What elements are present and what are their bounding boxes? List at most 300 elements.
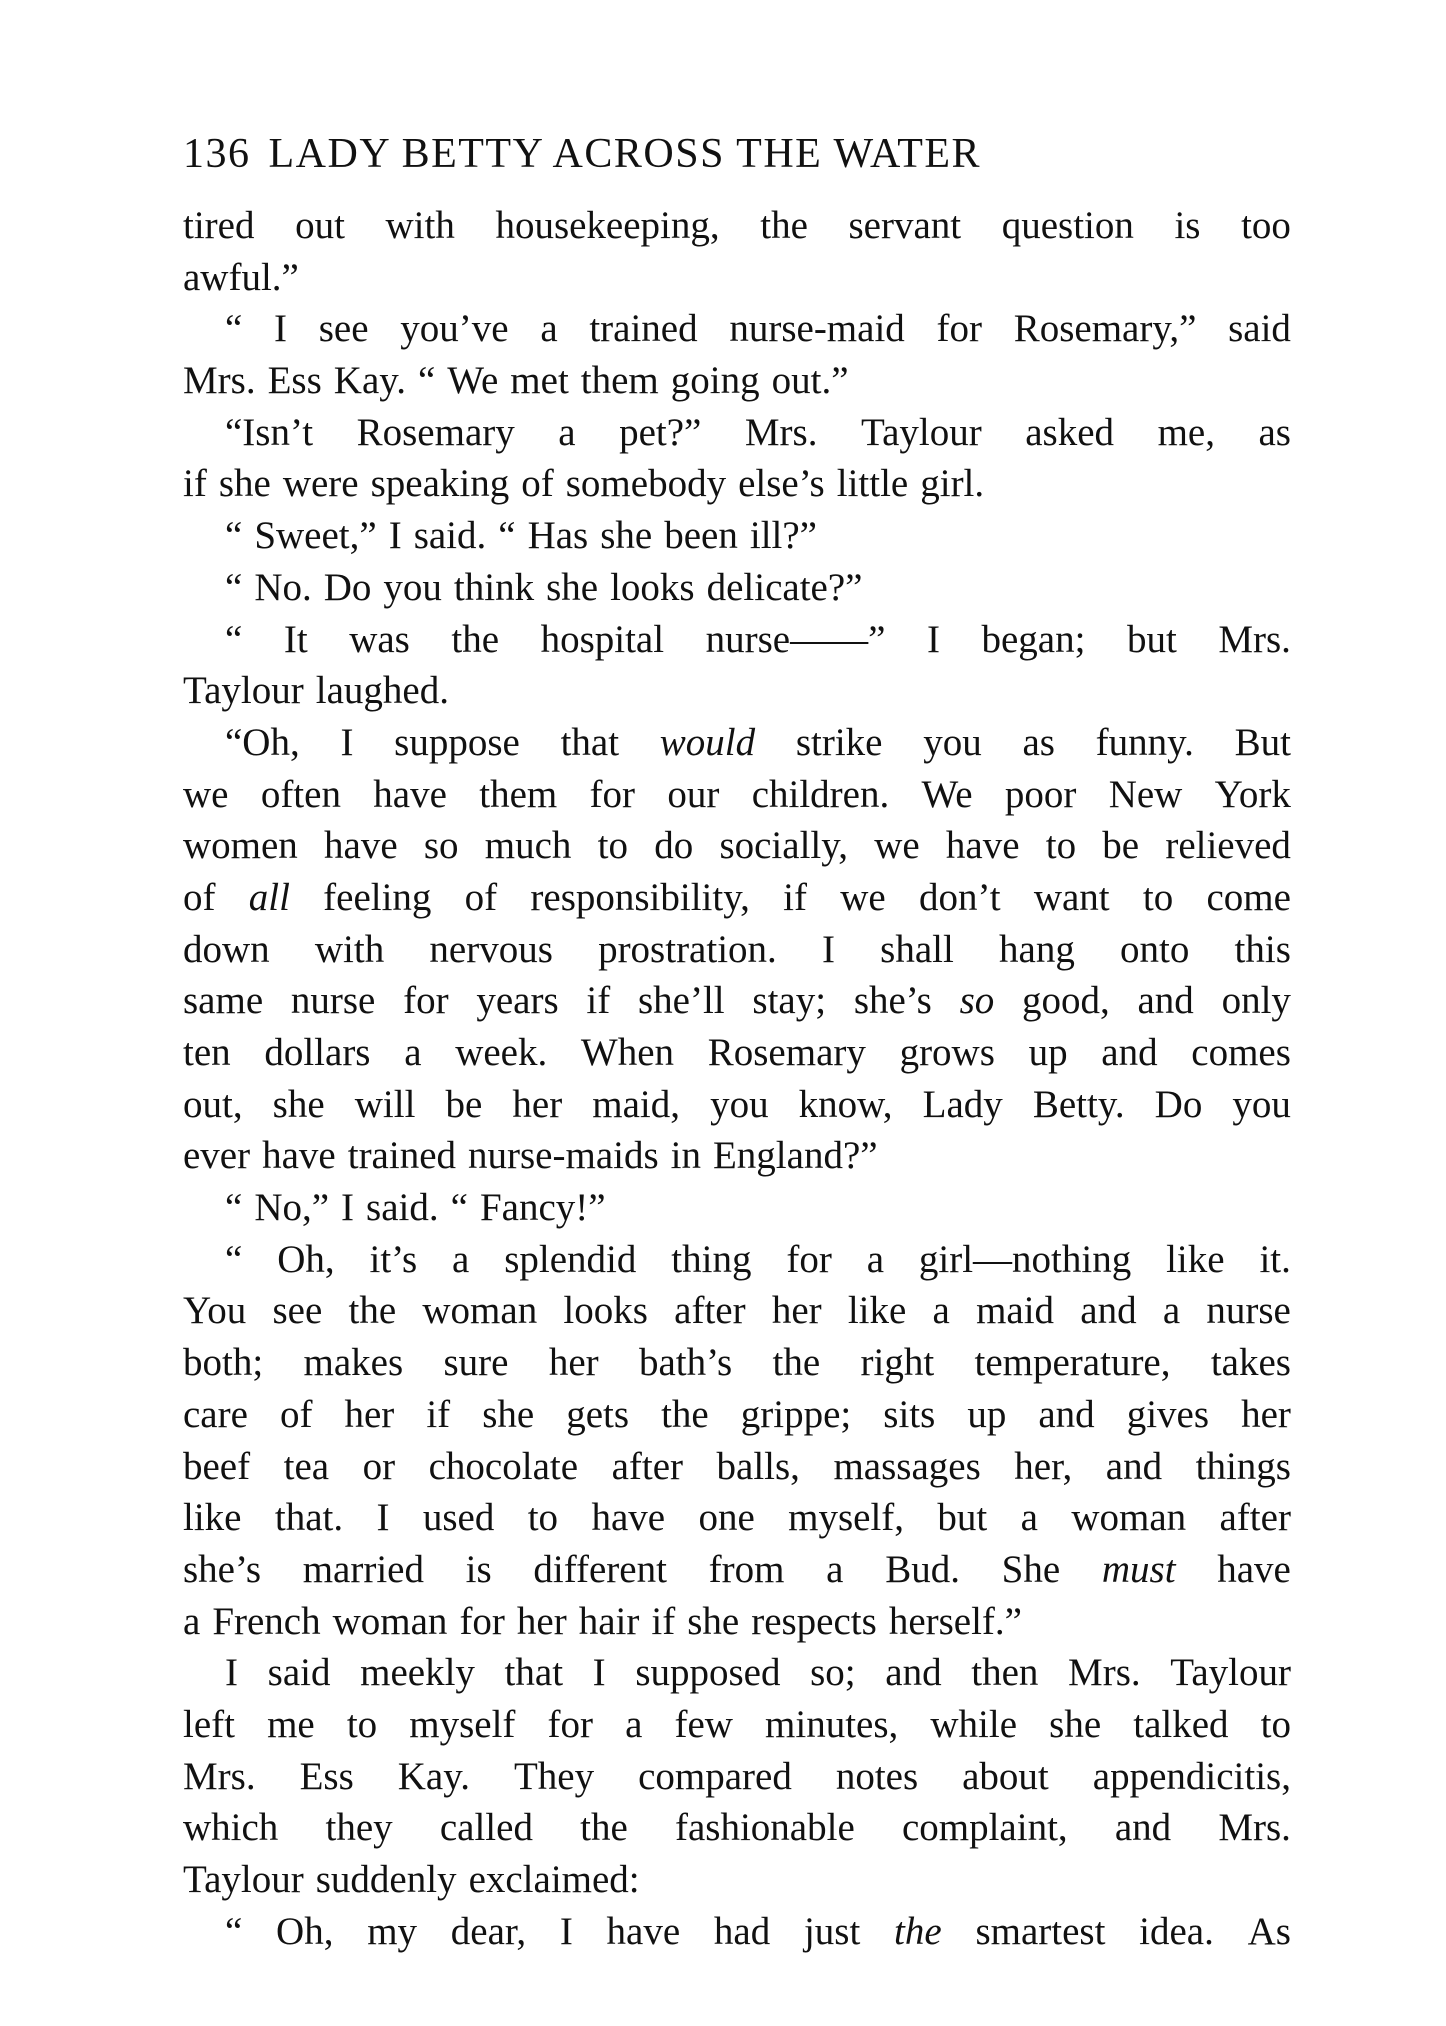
word: Has <box>527 514 589 558</box>
word: When <box>580 1031 675 1074</box>
word: myself, <box>788 1496 905 1540</box>
word: I <box>376 1496 390 1540</box>
word: but <box>937 1496 988 1540</box>
word: Rosemary <box>356 410 515 454</box>
word: to <box>346 1702 378 1746</box>
word: tired <box>183 204 255 247</box>
word: our <box>667 772 720 816</box>
word: Do <box>1154 1082 1203 1126</box>
word: one <box>698 1496 755 1540</box>
word: “ <box>225 1237 243 1281</box>
word: question <box>1001 204 1134 247</box>
word: sure <box>443 1341 509 1385</box>
word: while <box>930 1702 1018 1746</box>
word: Mrs. <box>183 359 256 403</box>
word: the <box>772 1341 821 1385</box>
word: nurse——” <box>705 617 886 661</box>
word: We <box>921 772 973 816</box>
text-line <box>183 1285 1291 1337</box>
word: “ <box>498 514 516 558</box>
word: that <box>560 720 620 764</box>
word: often <box>260 772 341 816</box>
word: and <box>885 1651 942 1695</box>
text-line <box>183 1182 1291 1234</box>
word: dollars <box>264 1031 371 1074</box>
word: “ <box>225 514 243 558</box>
word: them <box>479 772 558 816</box>
word: Taylour <box>183 669 304 713</box>
word: me <box>267 1702 315 1746</box>
word: after <box>1219 1496 1291 1540</box>
word: ten <box>183 1031 231 1074</box>
word: Bud. <box>885 1547 960 1591</box>
word: ever <box>183 1134 251 1178</box>
word: suppose <box>394 720 520 764</box>
word: be <box>445 1082 483 1126</box>
word: chocolate <box>428 1444 579 1488</box>
word: out.” <box>771 359 849 403</box>
word: was <box>349 617 410 661</box>
word: servant <box>848 204 962 247</box>
word: suddenly <box>315 1858 457 1901</box>
word: see <box>272 1289 323 1333</box>
word: in <box>670 1134 701 1178</box>
word: “Isn’t <box>225 410 314 454</box>
word: thing <box>671 1237 752 1281</box>
word: Kay. <box>397 1754 470 1798</box>
word: gets <box>566 1392 630 1436</box>
word: so <box>959 979 995 1023</box>
word: after <box>611 1444 683 1488</box>
word: about <box>962 1754 1049 1798</box>
word: girl. <box>920 462 985 506</box>
word: massages <box>833 1444 981 1488</box>
word: Taylour <box>183 1858 304 1901</box>
word: for <box>459 1599 505 1643</box>
word: Betty. <box>1032 1082 1125 1126</box>
word: and <box>1101 1031 1158 1074</box>
text-line <box>183 458 1291 510</box>
word: responsibility, <box>530 875 750 919</box>
word: Ess <box>267 359 322 403</box>
word: I <box>225 1651 238 1695</box>
word: few <box>674 1702 733 1746</box>
word: As <box>1247 1909 1291 1953</box>
word: she <box>218 462 271 506</box>
word: balls, <box>716 1444 800 1488</box>
word: have <box>262 1134 336 1178</box>
word: hang <box>999 927 1075 971</box>
word: of <box>279 1392 313 1436</box>
word: her <box>512 1082 563 1126</box>
word: maid <box>976 1289 1055 1333</box>
word: meekly <box>360 1651 475 1695</box>
text-line <box>183 820 1291 872</box>
word: Mrs. <box>1068 1651 1141 1695</box>
word: nurse-maids <box>468 1134 659 1178</box>
word: Mrs. <box>1218 617 1291 661</box>
word: married <box>302 1547 424 1591</box>
text-line <box>183 1699 1291 1751</box>
word: a <box>183 1599 201 1643</box>
word: like <box>1166 1237 1225 1281</box>
word: I <box>388 514 402 558</box>
text-line <box>183 1751 1291 1803</box>
word: like <box>847 1289 907 1333</box>
word: “ <box>225 617 243 661</box>
word: if <box>426 1392 451 1436</box>
word: said. <box>366 1186 439 1230</box>
word: Taylour <box>1170 1651 1291 1695</box>
text-line <box>183 1234 1291 1286</box>
word: Rosemary,” <box>1013 307 1197 351</box>
word: to <box>1142 875 1174 919</box>
word: makes <box>303 1341 404 1385</box>
word: as <box>1022 720 1055 764</box>
word: children. <box>751 772 890 816</box>
word: housekeeping, <box>495 204 720 247</box>
word: that <box>504 1651 564 1695</box>
word: as <box>1258 410 1291 454</box>
word: only <box>1221 979 1291 1023</box>
word: for <box>547 1702 593 1746</box>
word: you <box>383 565 442 609</box>
word: prostration. <box>598 927 777 971</box>
word: or <box>362 1444 396 1488</box>
word: out, <box>183 1082 243 1126</box>
text-line <box>183 1441 1291 1493</box>
word: if <box>651 1599 676 1643</box>
text-line <box>183 1544 1291 1596</box>
word: French <box>212 1599 321 1643</box>
word: is <box>1174 204 1201 247</box>
word: same <box>183 979 264 1023</box>
word: after <box>674 1289 746 1333</box>
word: relieved <box>1165 824 1291 868</box>
word: used <box>422 1496 495 1540</box>
word: had <box>713 1909 771 1953</box>
word: somebody <box>565 462 727 506</box>
word: her, <box>1014 1444 1073 1488</box>
word: “ <box>450 1186 468 1230</box>
word: we <box>874 824 920 868</box>
word: Fancy!” <box>479 1186 606 1230</box>
text-line <box>183 769 1291 821</box>
word: “ <box>225 1186 243 1230</box>
word: see <box>318 307 369 351</box>
word: know, <box>798 1082 893 1126</box>
word: the <box>451 617 500 661</box>
word: It <box>283 617 308 661</box>
word: complaint, <box>901 1806 1068 1850</box>
word: girl—nothing <box>918 1237 1132 1281</box>
text-line <box>183 1337 1291 1389</box>
word: too <box>1241 204 1291 247</box>
word: woman <box>1071 1496 1187 1540</box>
word: said <box>1228 307 1291 351</box>
text-line <box>183 1492 1291 1544</box>
word: speaking <box>370 462 510 506</box>
text-line <box>183 562 1291 614</box>
word: comes <box>1191 1031 1291 1074</box>
word: I <box>274 307 288 351</box>
word: a <box>1020 1496 1038 1540</box>
word: trained <box>589 307 698 351</box>
word: They <box>513 1754 595 1798</box>
word: them <box>580 359 659 403</box>
word: woman <box>422 1289 538 1333</box>
word: the <box>580 1806 628 1850</box>
word: that. <box>274 1496 344 1540</box>
word: to <box>1045 824 1077 868</box>
word: her <box>548 1341 599 1385</box>
text-line <box>183 975 1291 1027</box>
word: my <box>367 1909 418 1953</box>
word: Oh, <box>276 1909 334 1953</box>
word: Kay. <box>333 359 406 403</box>
word: nurse-maid <box>729 307 905 351</box>
word: think <box>453 565 535 609</box>
word: laughed. <box>315 669 449 713</box>
word: going <box>670 359 760 403</box>
word: a <box>625 1702 643 1746</box>
word: it’s <box>369 1237 418 1281</box>
word: splendid <box>504 1237 637 1281</box>
word: will <box>354 1082 416 1126</box>
word: have <box>945 824 1020 868</box>
word: week. <box>455 1031 548 1074</box>
word: she <box>546 565 599 609</box>
word: been <box>664 514 738 558</box>
word: left <box>183 1702 235 1746</box>
word: minutes, <box>765 1702 899 1746</box>
word: of <box>183 875 216 919</box>
word: she’s <box>853 979 932 1023</box>
word: I <box>559 1909 573 1953</box>
word: she <box>482 1392 535 1436</box>
word: asked <box>1025 410 1115 454</box>
word: so <box>423 824 459 868</box>
word: socially, <box>719 824 848 868</box>
word: but <box>1126 617 1177 661</box>
word: come <box>1206 875 1291 919</box>
word: don’t <box>918 875 1001 919</box>
word: be <box>1102 824 1140 868</box>
word: if <box>783 875 807 919</box>
word: from <box>708 1547 785 1591</box>
word: of <box>464 875 498 919</box>
word: Rosemary <box>707 1031 866 1074</box>
word: care <box>183 1392 248 1436</box>
text-line <box>183 1389 1291 1441</box>
word: down <box>183 927 270 971</box>
word: up <box>1028 1031 1068 1074</box>
word: exclaimed: <box>468 1858 640 1901</box>
page-number: 136 <box>183 131 251 177</box>
word: different <box>533 1547 667 1591</box>
word: have <box>591 1496 666 1540</box>
word: funny. <box>1095 720 1194 764</box>
word: up <box>967 1392 1007 1436</box>
word: feeling <box>323 875 432 919</box>
word: began; <box>981 617 1086 661</box>
word: then <box>971 1651 1039 1695</box>
word: with <box>314 927 385 971</box>
word: of <box>521 462 554 506</box>
word: Taylour <box>860 410 982 454</box>
word: dear, <box>450 1909 527 1953</box>
word: hair <box>578 1599 640 1643</box>
word: We <box>447 359 499 403</box>
word: herself.” <box>888 1599 1022 1643</box>
word: for <box>936 307 982 351</box>
word: a <box>452 1237 470 1281</box>
word: nurse <box>290 979 376 1023</box>
word: the <box>661 1392 709 1436</box>
word: a <box>1162 1289 1181 1333</box>
word: much <box>484 824 572 868</box>
word: her <box>771 1289 822 1333</box>
word: have <box>324 824 398 868</box>
word: it. <box>1259 1237 1291 1281</box>
word: Lady <box>922 1082 1003 1126</box>
word: smartest <box>975 1909 1106 1953</box>
word: New <box>1108 772 1183 816</box>
word: But <box>1234 720 1291 764</box>
word: I <box>926 617 940 661</box>
word: poor <box>1004 772 1077 816</box>
word: stay; <box>752 979 827 1023</box>
text-line <box>183 1854 1291 1906</box>
word: me, <box>1157 410 1215 454</box>
word: “ <box>225 307 243 351</box>
word: Mrs. <box>744 410 818 454</box>
word: Oh, <box>277 1237 335 1281</box>
word: else’s <box>738 462 825 506</box>
word: “ <box>417 359 436 403</box>
word: called <box>439 1806 533 1850</box>
text-line <box>183 1027 1291 1079</box>
word: She <box>1001 1547 1061 1591</box>
word: maid, <box>592 1082 681 1126</box>
word: said. <box>413 514 487 558</box>
word: I <box>340 720 354 764</box>
word: she’s <box>183 1547 261 1591</box>
word: right <box>860 1341 935 1385</box>
word: supposed <box>635 1651 781 1695</box>
word: York <box>1214 772 1291 816</box>
word: grippe; <box>740 1392 852 1436</box>
word: want <box>1033 875 1110 919</box>
word: do <box>654 824 694 868</box>
word: to <box>527 1496 559 1540</box>
word: things <box>1195 1444 1291 1488</box>
text-line <box>183 303 1291 355</box>
word: is <box>465 1547 492 1591</box>
word: shall <box>880 927 954 971</box>
word: “ <box>225 565 243 609</box>
word: she <box>687 1599 740 1643</box>
word: you <box>1232 1082 1291 1126</box>
word: No,” <box>254 1186 330 1230</box>
word: a <box>558 410 576 454</box>
word: for <box>786 1237 832 1281</box>
word: a <box>404 1031 422 1074</box>
text-line <box>183 614 1291 666</box>
word: delicate?” <box>706 565 863 609</box>
text-line <box>183 1079 1291 1131</box>
word: so; <box>810 1651 856 1695</box>
word: “Oh, <box>225 720 300 764</box>
word: and <box>1080 1289 1137 1333</box>
word: this <box>1234 927 1291 971</box>
word: a <box>540 307 558 351</box>
word: bath’s <box>638 1341 733 1385</box>
word: looks <box>563 1289 648 1333</box>
word: would <box>659 720 756 764</box>
word: have <box>1217 1547 1291 1591</box>
word: you <box>923 720 982 764</box>
word: have <box>373 772 447 816</box>
word: said <box>267 1651 331 1695</box>
word: awful.” <box>183 255 299 299</box>
word: Mrs. <box>183 1754 256 1798</box>
word: she <box>272 1082 325 1126</box>
word: you’ve <box>400 307 509 351</box>
word: and <box>1114 1806 1172 1850</box>
word: idea. <box>1139 1909 1214 1953</box>
word: out <box>295 204 345 247</box>
text-line <box>183 252 1291 304</box>
text-line <box>183 872 1291 924</box>
word: beef <box>183 1444 251 1488</box>
word: her <box>1241 1392 1291 1436</box>
word: years <box>476 979 559 1023</box>
word: we <box>183 772 229 816</box>
word: women <box>183 824 298 868</box>
word: both; <box>183 1341 264 1385</box>
word: for <box>403 979 449 1023</box>
word: which <box>183 1806 279 1850</box>
text-line <box>183 1130 1291 1182</box>
body-text <box>183 200 1291 1957</box>
word: she’ll <box>637 979 725 1023</box>
word: must <box>1101 1547 1176 1591</box>
text-line <box>183 1596 1291 1648</box>
word: a <box>932 1289 950 1333</box>
word: they <box>325 1806 393 1850</box>
word: her <box>344 1392 395 1436</box>
text-line <box>183 924 1291 976</box>
word: with <box>385 204 455 247</box>
word: met <box>510 359 569 403</box>
word: I <box>592 1651 606 1695</box>
word: were <box>282 462 359 506</box>
word: and <box>1137 979 1194 1023</box>
word: “ <box>225 1909 243 1953</box>
word: I <box>341 1186 355 1230</box>
text-line <box>183 1906 1291 1958</box>
word: sits <box>883 1392 936 1436</box>
word: appendicitis, <box>1092 1754 1291 1798</box>
text-line <box>183 355 1291 407</box>
text-line <box>183 1802 1291 1854</box>
word: little <box>836 462 909 506</box>
word: gives <box>1126 1392 1210 1436</box>
word: the <box>894 1909 942 1953</box>
word: tea <box>283 1444 330 1488</box>
running-header <box>183 128 1291 180</box>
